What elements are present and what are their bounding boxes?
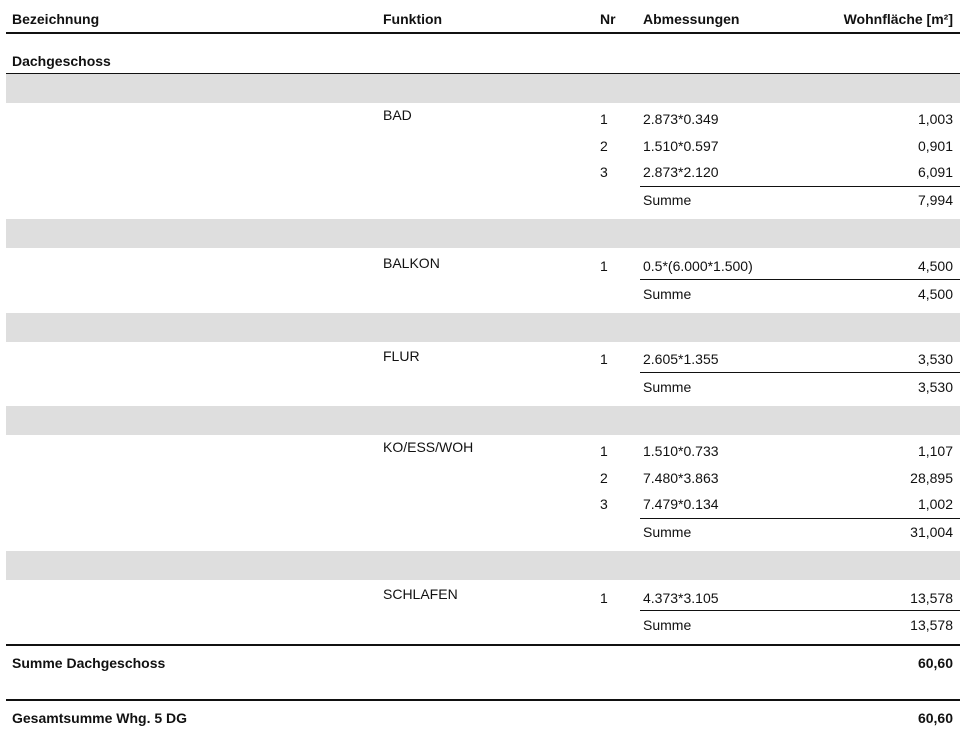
header-funktion: Funktion (383, 11, 443, 27)
row-wohnflaeche: 1,107 (917, 443, 953, 459)
group-funktion: SCHLAFEN (383, 586, 458, 602)
section-total-label: Summe Dachgeschoss (12, 655, 166, 671)
row-wohnflaeche: 28,895 (910, 470, 953, 486)
row-wohnflaeche: 13,578 (910, 590, 953, 606)
row-nr: 1 (600, 443, 608, 459)
row-abmessung: 1.510*0.733 (643, 443, 719, 459)
group-separator (6, 406, 960, 435)
group-separator (6, 551, 960, 580)
summe-rule (640, 186, 960, 187)
row-abmessung: 2.873*0.349 (643, 111, 719, 127)
group-funktion: FLUR (383, 348, 420, 364)
row-nr: 1 (600, 111, 608, 127)
row-abmessung: 2.605*1.355 (643, 351, 719, 367)
row-wohnflaeche: 0,901 (917, 138, 953, 154)
row-abmessung: 1.510*0.597 (643, 138, 719, 154)
row-nr: 3 (600, 164, 608, 180)
section-total-value: 60,60 (917, 655, 953, 671)
summe-value: 7,994 (917, 192, 953, 208)
summe-label: Summe (643, 524, 692, 540)
grand-total-rule (6, 699, 960, 701)
header-nr: Nr (600, 11, 616, 27)
row-abmessung: 7.480*3.863 (643, 470, 719, 486)
row-wohnflaeche: 1,003 (917, 111, 953, 127)
group-funktion: BALKON (383, 255, 440, 271)
header-rule (6, 32, 960, 34)
row-abmessung: 0.5*(6.000*1.500) (643, 258, 753, 274)
row-nr: 1 (600, 351, 608, 367)
summe-rule (640, 518, 960, 519)
summe-label: Summe (643, 617, 692, 633)
group-separator (6, 313, 960, 342)
section-total-rule (6, 644, 960, 646)
row-nr: 1 (600, 258, 608, 274)
row-nr: 2 (600, 138, 608, 154)
row-wohnflaeche: 3,530 (917, 351, 953, 367)
summe-rule (640, 610, 960, 611)
summe-value: 31,004 (910, 524, 953, 540)
grand-total-label: Gesamtsumme Whg. 5 DG (12, 710, 188, 726)
row-nr: 2 (600, 470, 608, 486)
summe-label: Summe (643, 379, 692, 395)
header-wohnflaeche: Wohnfläche [m²] (843, 11, 953, 27)
summe-rule (640, 372, 960, 373)
summe-label: Summe (643, 192, 692, 208)
row-wohnflaeche: 6,091 (917, 164, 953, 180)
group-separator (6, 219, 960, 248)
grand-total-value: 60,60 (917, 710, 953, 726)
group-separator (6, 74, 960, 103)
row-nr: 1 (600, 590, 608, 606)
section-title: Dachgeschoss (12, 53, 111, 69)
row-abmessung: 4.373*3.105 (643, 590, 719, 606)
group-funktion: BAD (383, 107, 412, 123)
summe-value: 4,500 (917, 286, 953, 302)
summe-value: 3,530 (917, 379, 953, 395)
summe-value: 13,578 (910, 617, 953, 633)
summe-rule (640, 279, 960, 280)
row-wohnflaeche: 1,002 (917, 496, 953, 512)
row-wohnflaeche: 4,500 (917, 258, 953, 274)
header-abmessungen: Abmessungen (643, 11, 740, 27)
summe-label: Summe (643, 286, 692, 302)
header-bezeichnung: Bezeichnung (12, 11, 100, 27)
group-funktion: KO/ESS/WOH (383, 439, 474, 455)
row-abmessung: 7.479*0.134 (643, 496, 719, 512)
row-nr: 3 (600, 496, 608, 512)
row-abmessung: 2.873*2.120 (643, 164, 719, 180)
